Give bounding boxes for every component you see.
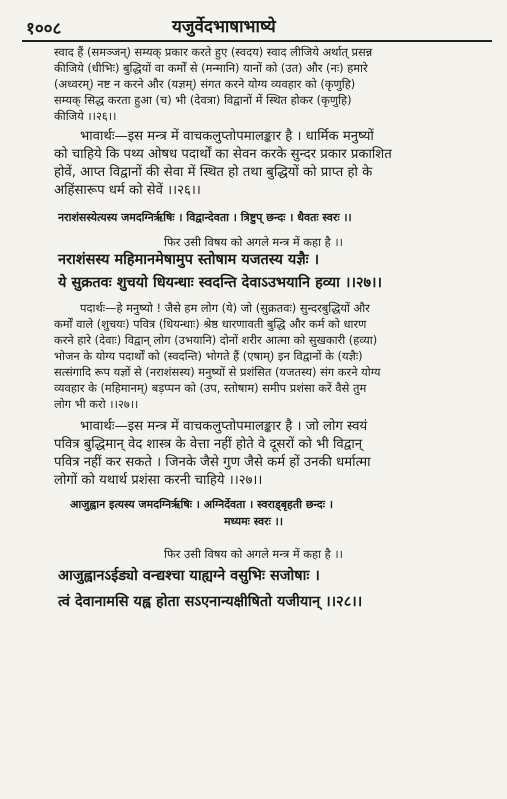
bhavartha-line: पवित्र नहीं कर सकते । जिनके जैसे गुण जैसे कर्म हों उनकी धर्मात्मा bbox=[54, 455, 371, 470]
bhavartha-line: लोगों को यथार्थ प्रशंसा करनी चाहिये ।।२७।। bbox=[54, 473, 263, 488]
section-heading: फिर उसी विषय को अगले मन्त्र में कहा है ।। bbox=[164, 235, 343, 249]
verse-line: नराशंसस्य महिमानमेषामुप स्तोषाम यजतस्य यज्ञैः । bbox=[58, 252, 320, 268]
section-heading: फिर उसी विषय को अगले मन्त्र में कहा है ।। bbox=[164, 547, 343, 561]
padartha-line: करने हारे (देवाः) विद्वान् लोग (उभयानि) दोनों शरीर आत्मा को सुखकारी (हव्या) bbox=[54, 333, 378, 347]
verse-line: आजुह्वानऽईड्यो वन्द्यश्चा याह्यग्ने वसुभिः सजोषाः । bbox=[58, 568, 320, 584]
bhavartha-line: अहिंसारूप धर्म को सेवें ।।२६।। bbox=[54, 183, 201, 198]
bhavartha-line: भावार्थः—इस मन्त्र में वाचकलुप्तोपमालङ्कार है । धार्मिक मनुष्यों bbox=[80, 129, 374, 144]
bhavartha-line: भावार्थः—इस मन्त्र में वाचकलुप्तोपमालङ्कार है । जो लोग स्वयं bbox=[80, 419, 368, 434]
bhavartha-line: पवित्र बुद्धिमान् वेद शास्त्र के वेत्ता नहीं होते वे दूसरों को भी विद्वान् bbox=[54, 437, 363, 452]
gloss-line: (अध्वरम्) नष्ट न करने और (यज्ञम्) संगत करने योग्य व्यवहार को (कृणुहि) bbox=[54, 77, 356, 91]
padartha-line: भोजन के योग्य पदार्थों को (स्वदन्ति) भोगते हैं (एषाम्) इन विद्वानों के (यज्ञैः) bbox=[54, 349, 363, 363]
page-number: १००८ bbox=[26, 19, 62, 39]
padartha-line: सत्संगादि रूप यज्ञों से (नराशंसस्य) मनुष्यों से प्रशंसित (यजतस्य) संग करने योग्य bbox=[54, 365, 381, 379]
gloss-line: कीजिये ।।२६।। bbox=[54, 109, 117, 123]
padartha-line: लोग भी करो ।।२७।। bbox=[54, 397, 139, 411]
mantra-metadata: मध्यमः स्वरः ।। bbox=[223, 515, 283, 528]
padartha-line: व्यवहार के (महिमानम्) बड़प्पन को (उप, स्तोषाम) समीप प्रशंसा करें वैसे तुम bbox=[54, 381, 367, 395]
mantra-metadata: आजुह्वान इत्यस्य जमदग्निर्ऋषिः । अग्निर्देवता । स्वराड्बृहती छन्दः । bbox=[70, 498, 333, 511]
padartha-line: कर्मों वाले (शुचयः) पवित्र (धियन्धाः) श्रेष्ठ धारणावती बुद्धि और कर्म को धारण bbox=[54, 317, 367, 331]
running-title: यजुर्वेदभाषाभाष्ये bbox=[172, 17, 276, 37]
padartha-line: पदार्थः—हे मनुष्यो ! जैसे हम लोग (ये) जो (सुक्रतवः) सुन्दरबुद्धियों और bbox=[80, 301, 370, 315]
verse-line: त्वं देवानामसि यह्व होता सऽएनान्यक्षीषितो यजीयान् ।।२८।। bbox=[58, 594, 363, 610]
gloss-line: स्वाद हैं (समञ्जन्) सम्यक् प्रकार करते हुए (स्वदय) स्वाद लीजिये अर्थात् प्रसन्न bbox=[54, 45, 373, 59]
page-header bbox=[22, 14, 492, 42]
bhavartha-line: को चाहिये कि पथ्य ओषध पदार्थों का सेवन करके सुन्दर प्रकार प्रकाशित bbox=[54, 147, 392, 162]
bhavartha-line: होवें, आप्त विद्वानों की सेवा में स्थित हो तथा बुद्धियों को प्राप्त हो के bbox=[54, 165, 373, 180]
gloss-line: सम्यक् सिद्ध करता हुआ (च) भी (देवत्रा) विद्वानों में स्थित होकर (कृणुहि) bbox=[54, 93, 352, 107]
mantra-metadata: नराशंसस्येत्यस्य जमदग्निर्ऋषिः । विद्वान्देवता । त्रिष्टुप् छन्दः । धैवतः स्वरः ।। bbox=[58, 211, 352, 224]
gloss-line: कीजिये (धीभिः) बुद्धियों वा कर्मों से (मन्मानि) यानों को (उत) और (नः) हमारे bbox=[54, 61, 368, 75]
verse-line: ये सुक्रतवः शुचयो धियन्धाः स्वदन्ति देवाऽउभयानि हव्या ।।२७।। bbox=[58, 275, 383, 291]
